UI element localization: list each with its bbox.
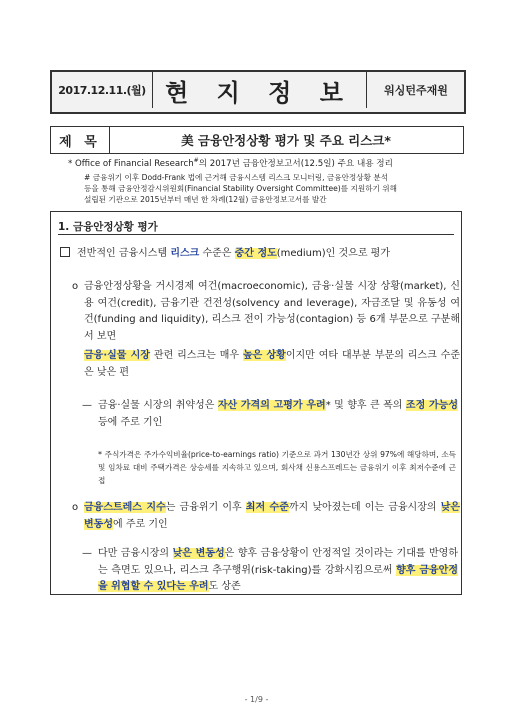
ofr-mark: # [84, 173, 91, 182]
paragraph-stress-index [84, 500, 460, 533]
p3-text-f: 에 주로 기인 [112, 518, 168, 530]
section-divider [58, 234, 454, 235]
p3-low-volatility: 낮은 변동성 [84, 502, 461, 530]
report-office: 워싱턴주재원 [366, 72, 465, 108]
subject-label: 제 목 [51, 127, 110, 153]
d2-text-c: 은 향후 금융상황이 안정적일 것이라는 기대를 반영하는 측면도 있으나, 리스크 추구행위(risk-taking)를 강화시킴으로써 [98, 548, 458, 576]
section-title: 1. 금융안정상황 평가 [58, 221, 158, 233]
b1-text-b: 수준은 [199, 248, 235, 259]
ofr-note-line3: 설립된 기관으로 2015년부터 매년 한 차례(12월) 금융안정보고서를 발간 [84, 195, 327, 204]
d2-low-volatility: 낮은 변동성 [172, 548, 225, 559]
b1-medium: 중간 정도 [234, 248, 277, 259]
paragraph-vulnerability [98, 398, 458, 431]
d2-text-a: 다만 금융시장의 [98, 548, 173, 559]
ofr-note [84, 172, 476, 205]
subject-row [50, 126, 464, 154]
p3-lowest: 최저 수준 [245, 502, 289, 513]
ofr-text-1: 금융위기 이후 Dodd-Frank 법에 근거해 금융시스템 리스크 모니터링, 금융안정상황 분석 [92, 173, 389, 182]
report-header [50, 70, 466, 114]
valuation-note-text: 주식가격은 주가수익비율(price-to-earnings ratio) 기준으로 과거 130년간 상위 97%에 해당하며, 소득 및 임차료 대비 주택가격은 상승세를 지속하고 있으며, 회사채 신용스프레드는 금융위기 이후 최저수준에 근접 [98, 450, 456, 485]
p2-high: 높은 상황 [242, 350, 286, 361]
b1-text-a: 전반적인 금융시스템 [77, 248, 171, 259]
d1-text-a: 금융·실물 시장의 취약성은 [98, 400, 218, 411]
p3-text-d: 까지 낮아졌는데 이는 금융시장의 [288, 502, 441, 513]
ofr-note-line2: 등을 통해 금융안정감시위원회(Financial Stability Oversight Committee)를 지원하기 위해 [84, 184, 397, 193]
o-bullet-mark: o [72, 281, 79, 292]
p3-stress-index: 금융스트레스 지수 [84, 502, 166, 513]
d2-threat: 향후 금융안정을 위협할 수 있다는 우려 [98, 564, 458, 592]
d1-overvaluation: 자산 가격의 고평가 우려 [217, 400, 326, 411]
p2-market: 금융·실물 시장 [84, 350, 150, 361]
d1-text-c: * 및 향후 큰 폭의 [325, 400, 406, 411]
o-bullet-mark-2: o [72, 502, 79, 513]
d2-text-e: 도 상존 [208, 581, 241, 592]
source-note [68, 157, 468, 169]
dash-mark-1: — [82, 400, 92, 411]
paragraph-market-risk [84, 348, 460, 381]
source-note-prefix: * Office of Financial Research [68, 159, 194, 169]
subject-text: 美 금융안정상황 평가 및 주요 리스크* [181, 133, 391, 148]
checkbox-square-icon [60, 247, 70, 257]
b1-text-c: (medium)인 것으로 평가 [276, 248, 390, 259]
d1-correction: 조정 가능성 [405, 400, 458, 411]
p2-text-d: 이지만 여타 대부분 부문의 리스크 수준은 낮은 편 [84, 350, 460, 378]
b1-risk: 리스크 [170, 248, 200, 259]
valuation-note [98, 448, 456, 487]
source-note-sup: # [193, 157, 199, 165]
paragraph-six-sectors: 금융안정상황을 거시경제 여건(macroeconomic), 금융·실물 시장 상황(market), 신용 여건(credit), 금융기관 건전성(solvency and leverage), 자금조달 및 유동성 여건(funding and liquidity), 리스크 전이 가능성(contagion) 등 6개 부문으로 구분해서 보면 [84, 281, 460, 342]
paragraph-volatility-concern [98, 546, 458, 596]
source-note-suffix: 의 2017년 금융안정보고서(12.5일) 주요 내용 정리 [198, 159, 393, 169]
bullet-overall-risk [60, 246, 460, 263]
page-number: - 1/9 - [244, 695, 269, 704]
report-title: 현 지 정 보 [165, 77, 353, 107]
ofr-note-line1 [84, 172, 476, 183]
dash-mark-2: — [82, 548, 92, 559]
note-star-mark: * [98, 450, 102, 459]
report-date: 2017.12.11.(월) [52, 72, 153, 108]
d1-text-e: 등에 주로 기인 [98, 416, 163, 428]
p2-text-b: 관련 리스크는 매우 [149, 350, 243, 361]
p3-text-b: 는 금융위기 이후 [165, 502, 246, 513]
